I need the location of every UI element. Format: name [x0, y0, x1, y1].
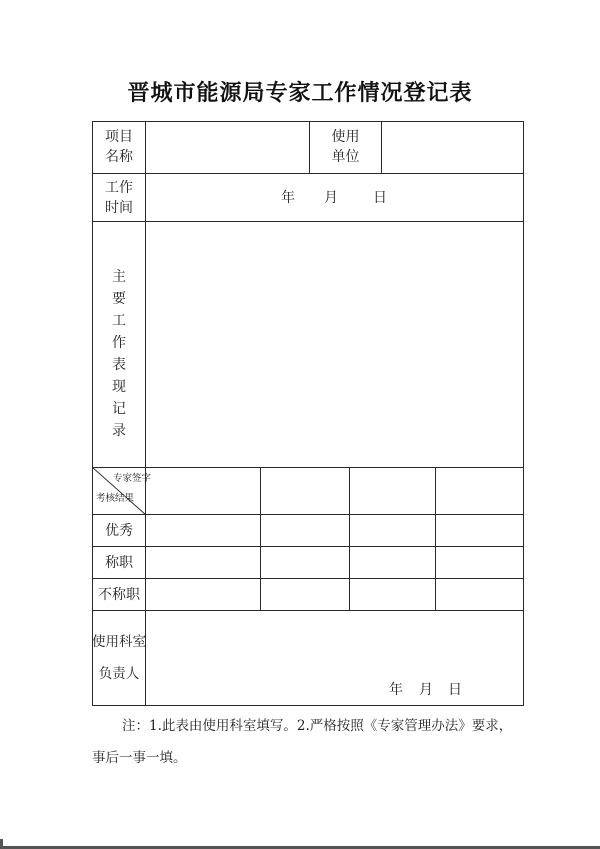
expert-signature-field-2[interactable] [262, 469, 348, 513]
dept-head-label-line1: 使用科室 [92, 634, 146, 650]
dept-date-month-label: 月 [419, 682, 433, 698]
project-name-label [92, 127, 146, 167]
table-border-top [92, 121, 524, 122]
dept-head-field[interactable] [147, 612, 522, 704]
user-unit-label [310, 127, 381, 167]
grade-cell[interactable] [351, 548, 434, 577]
expert-signature-field-3[interactable] [351, 469, 434, 513]
work-time-label-line1: 工作 [105, 180, 133, 196]
expert-signature-field-4[interactable] [437, 469, 522, 513]
user-unit-label-line2: 单位 [331, 149, 360, 165]
grade-cell[interactable] [147, 516, 259, 545]
scan-corner-mark [0, 839, 3, 849]
work-date-month-label: 月 [324, 190, 338, 206]
grade-cell[interactable] [262, 580, 348, 609]
work-time-label [92, 178, 146, 218]
grade-cell[interactable] [262, 516, 348, 545]
grade-incompetent-label: 不称职 [98, 587, 140, 603]
main-performance-char: 作 [112, 335, 126, 351]
grade-cell[interactable] [437, 548, 522, 577]
main-performance-char: 工 [112, 313, 126, 329]
note-line-1: 注：1.此表由使用科室填写。2.严格按照《专家管理办法》要求， [122, 718, 513, 734]
main-performance-char: 记 [112, 401, 126, 417]
row-divider [92, 578, 524, 579]
column-divider [381, 121, 382, 174]
note-line-2: 事后一事一填。 [92, 750, 187, 766]
grade-cell[interactable] [351, 516, 434, 545]
grade-cell[interactable] [147, 580, 259, 609]
grade-cell[interactable] [262, 548, 348, 577]
expert-signature-header: 专家签字 [113, 473, 152, 484]
project-name-field[interactable] [147, 123, 308, 172]
work-time-field[interactable] [147, 175, 522, 220]
row-divider [92, 514, 524, 515]
user-unit-field[interactable] [383, 123, 522, 172]
form-title: 晋城市能源局专家工作情况登记表 [127, 81, 473, 106]
grade-cell[interactable] [437, 580, 522, 609]
row-divider [92, 173, 524, 174]
work-date-day-label: 日 [373, 190, 387, 206]
row-divider [92, 610, 524, 611]
grade-cell[interactable] [147, 548, 259, 577]
column-divider [435, 467, 436, 611]
table-border-right [523, 121, 524, 706]
row-divider [92, 546, 524, 547]
user-unit-label-line1: 使用 [331, 129, 360, 145]
main-performance-char: 录 [112, 423, 126, 439]
project-name-label-line1: 项目 [105, 129, 133, 145]
table-border-bottom [92, 705, 524, 706]
dept-date-year-label: 年 [389, 682, 403, 698]
dept-date-day-label: 日 [448, 682, 462, 698]
row-divider [92, 221, 524, 222]
grade-competent-label: 称职 [105, 555, 133, 571]
main-performance-char: 现 [112, 379, 126, 395]
grade-cell[interactable] [437, 516, 522, 545]
column-divider [349, 467, 350, 611]
work-date-year-label: 年 [281, 190, 295, 206]
main-performance-char: 要 [112, 291, 126, 307]
project-name-label-line2: 名称 [105, 149, 133, 165]
row-divider [92, 467, 524, 468]
dept-head-label-line2: 负责人 [98, 666, 140, 682]
grade-excellent-label: 优秀 [105, 523, 133, 539]
main-performance-char: 表 [112, 357, 126, 373]
main-performance-char: 主 [112, 269, 126, 285]
main-performance-field[interactable] [147, 223, 522, 466]
expert-signature-field-1[interactable] [147, 469, 259, 513]
work-time-label-line2: 时间 [105, 200, 133, 216]
assessment-result-header: 考核结果 [96, 493, 135, 504]
grade-cell[interactable] [351, 580, 434, 609]
column-divider [260, 467, 261, 611]
